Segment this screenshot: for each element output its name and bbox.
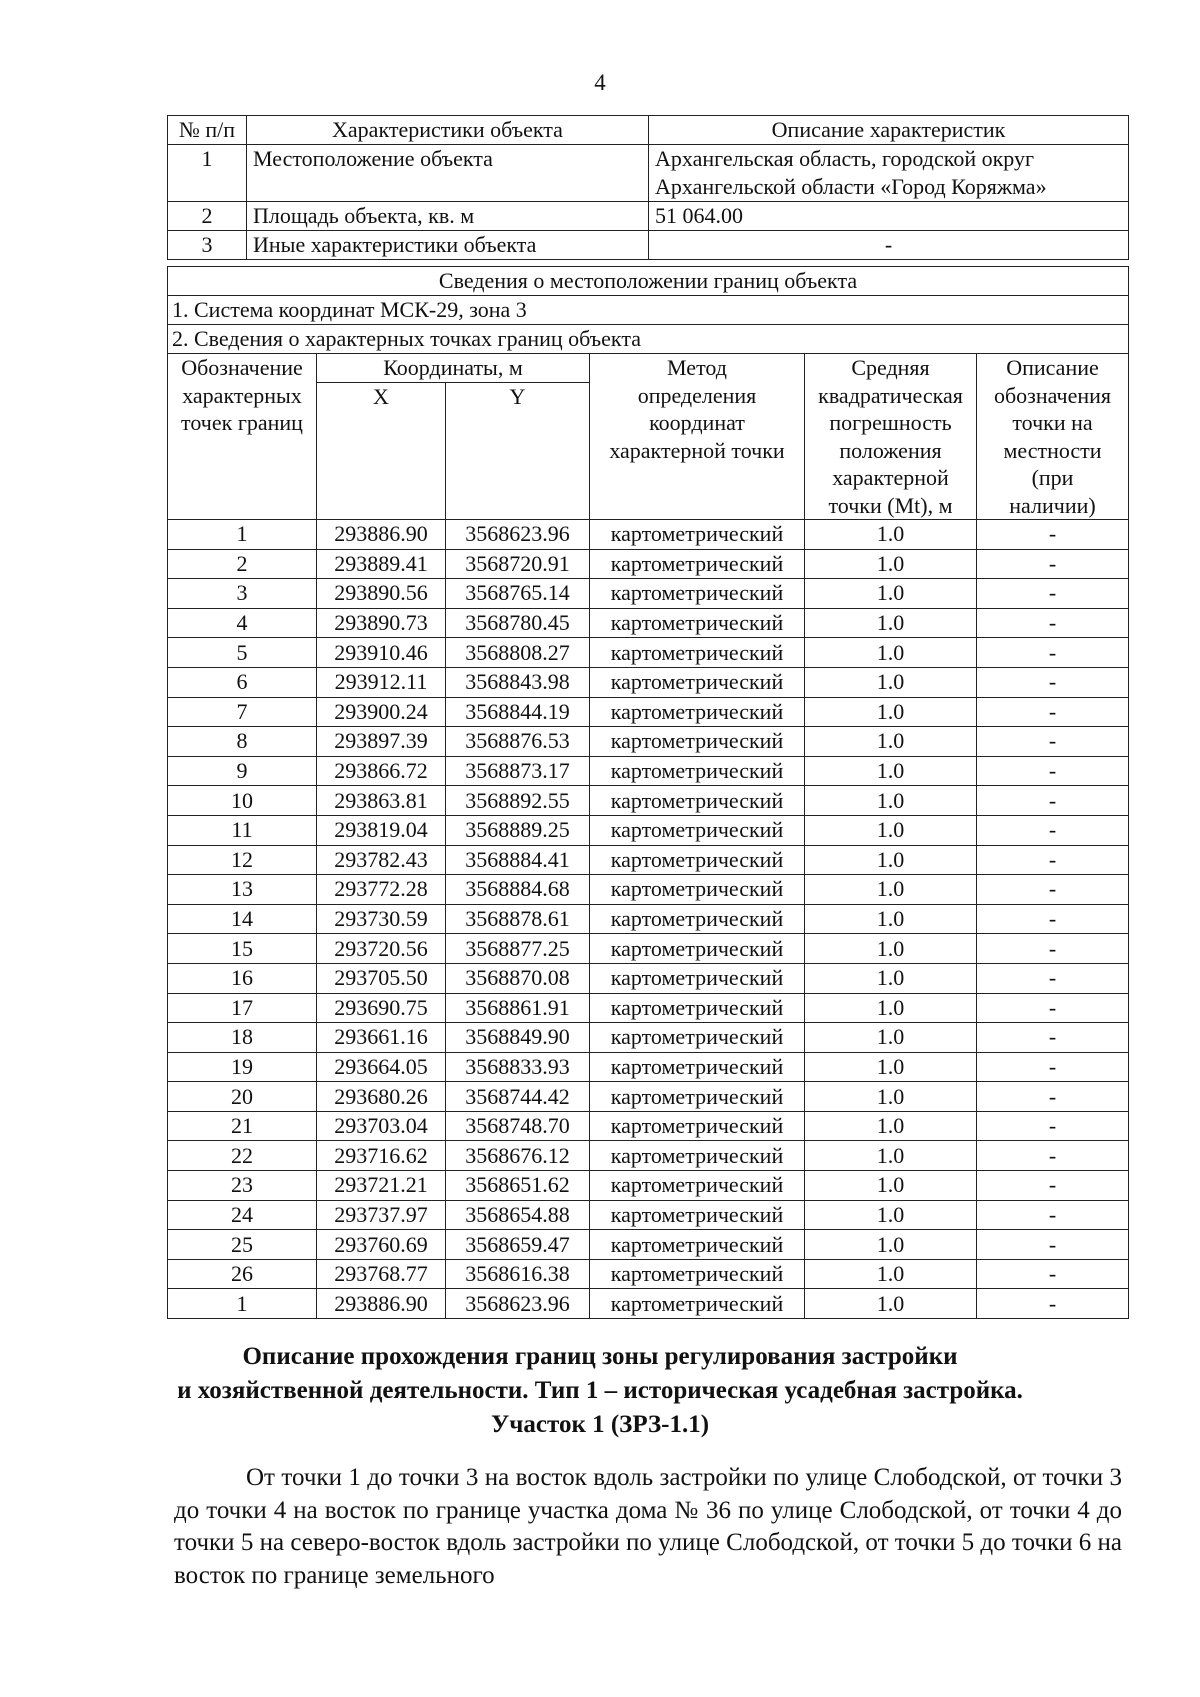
point-method: картометрический (590, 1200, 805, 1230)
point-error: 1.0 (805, 1052, 977, 1082)
heading-line: и хозяйственной деятельности. Тип 1 – историческая усадебная застройка. (177, 1377, 1023, 1404)
point-number: 12 (168, 845, 317, 875)
point-description: - (977, 1052, 1129, 1082)
point-method: картометрический (590, 1052, 805, 1082)
row-name: Площадь объекта, кв. м (247, 202, 649, 231)
point-method: картометрический (590, 1171, 805, 1201)
point-description: - (977, 1082, 1129, 1112)
point-y: 3568844.19 (446, 697, 590, 727)
point-number: 1 (168, 1289, 317, 1319)
point-method: картометрический (590, 1023, 805, 1053)
point-x: 293900.24 (317, 697, 446, 727)
point-description: - (977, 1230, 1129, 1260)
point-error: 1.0 (805, 1141, 977, 1171)
point-number: 9 (168, 756, 317, 786)
point-x: 293772.28 (317, 875, 446, 905)
coordinate-system: 1. Система координат МСК-29, зона 3 (168, 296, 1129, 325)
point-error: 1.0 (805, 934, 977, 964)
point-error: 1.0 (805, 845, 977, 875)
point-y: 3568876.53 (446, 727, 590, 757)
point-number: 21 (168, 1111, 317, 1141)
point-number: 22 (168, 1141, 317, 1171)
point-number: 25 (168, 1230, 317, 1260)
header-line: характерной (832, 465, 949, 490)
point-x: 293720.56 (317, 934, 446, 964)
header-line: квадратическая (818, 382, 963, 408)
row-description (649, 145, 1129, 202)
point-description: - (977, 875, 1129, 905)
point-x: 293760.69 (317, 1230, 446, 1260)
table-row (168, 1259, 1129, 1289)
header-y: Y (446, 383, 590, 520)
point-method: картометрический (590, 1141, 805, 1171)
header-line: Метод (667, 355, 727, 380)
header-line: координат (649, 410, 745, 435)
point-error: 1.0 (805, 904, 977, 934)
row-description: 51 064.00 (649, 202, 1129, 231)
table-row (168, 638, 1129, 668)
boundary-table-title: Сведения о местоположении границ объекта (168, 267, 1129, 296)
point-method: картометрический (590, 638, 805, 668)
point-x: 293782.43 (317, 845, 446, 875)
point-number: 8 (168, 727, 317, 757)
point-description: - (977, 934, 1129, 964)
point-method: картометрический (590, 1230, 805, 1260)
row-number: 2 (168, 202, 247, 231)
table-header-row (168, 116, 1129, 145)
header-line: Описание (1006, 355, 1099, 380)
header-line: точки (Mt), м (828, 492, 953, 518)
point-y: 3568892.55 (446, 786, 590, 816)
point-description: - (977, 963, 1129, 993)
header-line: местности (1003, 437, 1102, 463)
point-description: - (977, 667, 1129, 697)
point-y: 3568861.91 (446, 993, 590, 1023)
point-number: 16 (168, 963, 317, 993)
point-error: 1.0 (805, 667, 977, 697)
point-number: 2 (168, 549, 317, 579)
header-description: Описание характеристик (649, 116, 1129, 145)
table-row (168, 202, 1129, 231)
point-error: 1.0 (805, 1023, 977, 1053)
heading-line: Описание прохождения границ зоны регулирования застройки (242, 1343, 958, 1370)
point-number: 19 (168, 1052, 317, 1082)
point-y: 3568623.96 (446, 1289, 590, 1319)
point-method: картометрический (590, 786, 805, 816)
header-point-description (977, 354, 1129, 520)
header-line: положения (839, 437, 942, 463)
table-row (168, 549, 1129, 579)
point-x: 293912.11 (317, 667, 446, 697)
table-row (168, 667, 1129, 697)
table-row (168, 579, 1129, 609)
point-number: 24 (168, 1200, 317, 1230)
point-y: 3568744.42 (446, 1082, 590, 1112)
point-error: 1.0 (805, 963, 977, 993)
description-line: Архангельской области «Город Коряжма» (655, 174, 1047, 199)
point-x: 293819.04 (317, 815, 446, 845)
point-number: 20 (168, 1082, 317, 1112)
point-y: 3568843.98 (446, 667, 590, 697)
point-error: 1.0 (805, 1289, 977, 1319)
point-x: 293863.81 (317, 786, 446, 816)
point-method: картометрический (590, 845, 805, 875)
point-y: 3568884.41 (446, 845, 590, 875)
point-y: 3568889.25 (446, 815, 590, 845)
point-x: 293890.73 (317, 608, 446, 638)
point-error: 1.0 (805, 993, 977, 1023)
table-row (168, 608, 1129, 638)
table-row (168, 1200, 1129, 1230)
point-description: - (977, 845, 1129, 875)
row-description: - (649, 231, 1129, 260)
table-row (168, 1171, 1129, 1201)
point-y: 3568748.70 (446, 1111, 590, 1141)
point-description: - (977, 520, 1129, 550)
point-error: 1.0 (805, 520, 977, 550)
point-description: - (977, 904, 1129, 934)
point-method: картометрический (590, 520, 805, 550)
point-method: картометрический (590, 875, 805, 905)
points-caption: 2. Сведения о характерных точках границ объекта (168, 325, 1129, 354)
point-description: - (977, 1141, 1129, 1171)
point-y: 3568654.88 (446, 1200, 590, 1230)
point-x: 293730.59 (317, 904, 446, 934)
point-error: 1.0 (805, 786, 977, 816)
point-method: картометрический (590, 993, 805, 1023)
heading-line: Участок 1 (ЗРЗ-1.1) (490, 1411, 710, 1438)
point-description: - (977, 1111, 1129, 1141)
header-line: характерной точки (609, 437, 785, 463)
point-y: 3568878.61 (446, 904, 590, 934)
point-description: - (977, 1289, 1129, 1319)
point-description: - (977, 993, 1129, 1023)
point-x: 293866.72 (317, 756, 446, 786)
point-x: 293886.90 (317, 520, 446, 550)
table-row (168, 815, 1129, 845)
table-row (168, 875, 1129, 905)
point-y: 3568780.45 (446, 608, 590, 638)
point-number: 18 (168, 1023, 317, 1053)
point-error: 1.0 (805, 727, 977, 757)
table-row (168, 1230, 1129, 1260)
point-description: - (977, 1200, 1129, 1230)
point-number: 14 (168, 904, 317, 934)
point-x: 293703.04 (317, 1111, 446, 1141)
header-method (590, 354, 805, 520)
header-x: X (317, 383, 446, 520)
point-y: 3568720.91 (446, 549, 590, 579)
point-x: 293768.77 (317, 1259, 446, 1289)
page-number: 4 (594, 70, 606, 95)
point-description: - (977, 727, 1129, 757)
point-y: 3568884.68 (446, 875, 590, 905)
point-number: 15 (168, 934, 317, 964)
point-description: - (977, 579, 1129, 609)
point-x: 293705.50 (317, 963, 446, 993)
point-number: 7 (168, 697, 317, 727)
point-description: - (977, 608, 1129, 638)
point-number: 17 (168, 993, 317, 1023)
point-method: картометрический (590, 934, 805, 964)
table-row (168, 231, 1129, 260)
header-error (805, 354, 977, 520)
points-body (168, 520, 1129, 1319)
point-method: картометрический (590, 815, 805, 845)
point-y: 3568877.25 (446, 934, 590, 964)
table-row (168, 993, 1129, 1023)
point-number: 4 (168, 608, 317, 638)
table-row (168, 727, 1129, 757)
point-x: 293897.39 (317, 727, 446, 757)
point-number: 26 (168, 1259, 317, 1289)
table-row (168, 786, 1129, 816)
point-error: 1.0 (805, 1200, 977, 1230)
point-error: 1.0 (805, 875, 977, 905)
point-x: 293716.62 (317, 1141, 446, 1171)
header-line: (при (1031, 465, 1074, 490)
boundary-points-table (167, 266, 1129, 1319)
point-x: 293680.26 (317, 1082, 446, 1112)
header-characteristics: Характеристики объекта (247, 116, 649, 145)
row-number: 1 (168, 145, 247, 202)
point-y: 3568623.96 (446, 520, 590, 550)
header-coordinates: Координаты, м (317, 354, 590, 383)
point-description: - (977, 1023, 1129, 1053)
point-method: картометрический (590, 1111, 805, 1141)
point-number: 10 (168, 786, 317, 816)
point-description: - (977, 549, 1129, 579)
point-method: картометрический (590, 963, 805, 993)
header-line: точек границ (181, 410, 303, 435)
point-description: - (977, 697, 1129, 727)
header-line: наличии) (1009, 492, 1096, 518)
point-error: 1.0 (805, 638, 977, 668)
point-number: 13 (168, 875, 317, 905)
point-number: 11 (168, 815, 317, 845)
point-y: 3568849.90 (446, 1023, 590, 1053)
point-x: 293721.21 (317, 1171, 446, 1201)
table-row (168, 1052, 1129, 1082)
point-method: картометрический (590, 667, 805, 697)
table-row (168, 520, 1129, 550)
point-method: картометрический (590, 756, 805, 786)
point-method: картометрический (590, 727, 805, 757)
point-x: 293664.05 (317, 1052, 446, 1082)
point-method: картометрический (590, 697, 805, 727)
point-method: картометрический (590, 579, 805, 609)
point-x: 293886.90 (317, 1289, 446, 1319)
point-error: 1.0 (805, 697, 977, 727)
table-row (168, 1082, 1129, 1112)
point-error: 1.0 (805, 756, 977, 786)
point-description: - (977, 756, 1129, 786)
header-number: № п/п (168, 116, 247, 145)
row-name: Иные характеристики объекта (247, 231, 649, 260)
point-y: 3568651.62 (446, 1171, 590, 1201)
point-y: 3568659.47 (446, 1230, 590, 1260)
point-description: - (977, 638, 1129, 668)
header-designation (168, 354, 317, 520)
point-method: картометрический (590, 1082, 805, 1112)
header-line: обозначения (993, 382, 1112, 408)
header-line: погрешность (829, 410, 952, 435)
point-method: картометрический (590, 904, 805, 934)
point-number: 23 (168, 1171, 317, 1201)
table-row (168, 1111, 1129, 1141)
table-row (168, 1289, 1129, 1319)
point-description: - (977, 815, 1129, 845)
point-y: 3568616.38 (446, 1259, 590, 1289)
table-row (168, 145, 1129, 202)
point-x: 293737.97 (317, 1200, 446, 1230)
point-y: 3568676.12 (446, 1141, 590, 1171)
point-number: 1 (168, 520, 317, 550)
header-line: Обозначение (181, 355, 303, 380)
description-line: Архангельская область, городской округ (655, 146, 1035, 171)
point-error: 1.0 (805, 815, 977, 845)
point-error: 1.0 (805, 1082, 977, 1112)
point-number: 6 (168, 667, 317, 697)
row-number: 3 (168, 231, 247, 260)
point-method: картометрический (590, 549, 805, 579)
section-heading (0, 1340, 1200, 1442)
point-method: картометрический (590, 1259, 805, 1289)
table-row (168, 756, 1129, 786)
point-error: 1.0 (805, 1171, 977, 1201)
body-paragraph: От точки 1 до точки 3 на восток вдоль застройки по улице Слободской, от точки 3 до точки 4 на восток по границе участка дома № 36 по улице Слободской, от точки 4 до точки 5 на северо-восток вдоль застройки по улице Слободской, от точки 5 до точки 6 на восток по границе земельного (174, 1464, 1122, 1589)
point-method: картометрический (590, 1289, 805, 1319)
header-line: характерных (182, 382, 302, 408)
point-error: 1.0 (805, 1111, 977, 1141)
table-row (168, 1141, 1129, 1171)
point-error: 1.0 (805, 1259, 977, 1289)
points-header-row (168, 354, 1129, 383)
point-number: 3 (168, 579, 317, 609)
point-error: 1.0 (805, 608, 977, 638)
point-description: - (977, 1171, 1129, 1201)
table-row (168, 697, 1129, 727)
point-error: 1.0 (805, 1230, 977, 1260)
table-row (168, 845, 1129, 875)
point-x: 293661.16 (317, 1023, 446, 1053)
header-line: Средняя (851, 355, 930, 380)
point-y: 3568765.14 (446, 579, 590, 609)
header-line: точки на (1012, 410, 1093, 435)
table-row (168, 1023, 1129, 1053)
point-number: 5 (168, 638, 317, 668)
table-row (168, 934, 1129, 964)
point-method: картометрический (590, 608, 805, 638)
point-x: 293690.75 (317, 993, 446, 1023)
point-description: - (977, 1259, 1129, 1289)
point-error: 1.0 (805, 549, 977, 579)
header-line: определения (637, 382, 757, 408)
object-characteristics-table (167, 115, 1129, 260)
point-y: 3568873.17 (446, 756, 590, 786)
point-description: - (977, 786, 1129, 816)
point-x: 293890.56 (317, 579, 446, 609)
table-row (168, 963, 1129, 993)
point-x: 293910.46 (317, 638, 446, 668)
row-name: Местоположение объекта (247, 145, 649, 202)
point-error: 1.0 (805, 579, 977, 609)
point-y: 3568808.27 (446, 638, 590, 668)
point-y: 3568833.93 (446, 1052, 590, 1082)
point-y: 3568870.08 (446, 963, 590, 993)
table-row (168, 904, 1129, 934)
point-x: 293889.41 (317, 549, 446, 579)
